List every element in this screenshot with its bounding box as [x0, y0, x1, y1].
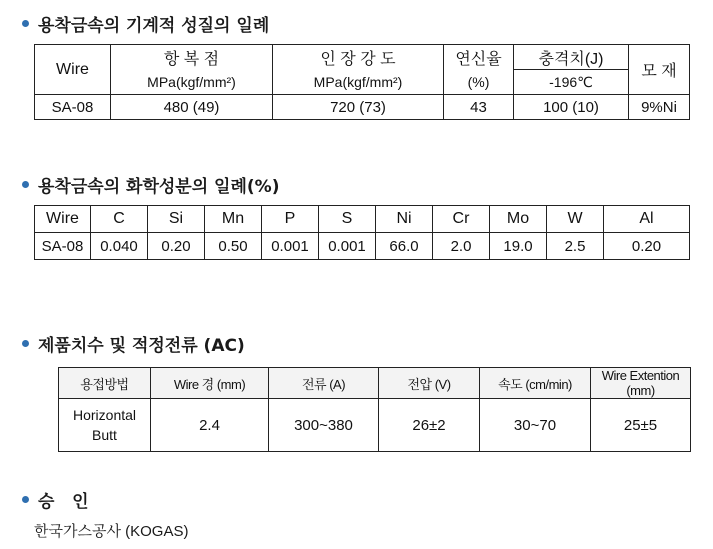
cell-current: 300~380: [269, 399, 379, 452]
table-row: [35, 95, 690, 120]
header-tensile: 인 장 강 도: [273, 45, 444, 70]
header-ni: Ni: [376, 206, 433, 233]
cell-impact: 100 (10): [514, 95, 629, 120]
section-title-dimensions: [22, 331, 245, 356]
cell-extension: 25±5: [591, 399, 691, 452]
section-title-approval: [22, 487, 89, 512]
section-title-chemical: [22, 172, 279, 197]
header-al: Al: [604, 206, 690, 233]
cell-wire: SA-08: [35, 233, 91, 260]
header-tensile-unit: MPa(kgf/mm²): [273, 70, 444, 95]
cell-si: 0.20: [148, 233, 205, 260]
table-row: [59, 399, 691, 452]
cell-w: 2.5: [547, 233, 604, 260]
cell-mn: 0.50: [205, 233, 262, 260]
header-voltage: 전압 (V): [379, 368, 480, 399]
section-title-text: 승 인: [38, 492, 89, 512]
cell-mo: 19.0: [490, 233, 547, 260]
header-mn: Mn: [205, 206, 262, 233]
cell-p: 0.001: [262, 233, 319, 260]
bullet-icon: [22, 496, 29, 503]
cell-c: 0.040: [91, 233, 148, 260]
table-row: [35, 233, 690, 260]
cell-al: 0.20: [604, 233, 690, 260]
header-w: W: [547, 206, 604, 233]
cell-wire: SA-08: [35, 95, 111, 120]
header-p: P: [262, 206, 319, 233]
header-elongation-unit: (%): [444, 70, 514, 95]
section-title-text: 제품치수 및 적정전류 (AC): [38, 336, 245, 356]
approver-text: 한국가스공사 (KOGAS): [34, 523, 189, 540]
cell-ni: 66.0: [376, 233, 433, 260]
cell-voltage: 26±2: [379, 399, 480, 452]
header-yield-unit: MPa(kgf/mm²): [111, 70, 273, 95]
header-base-metal: 모 재: [629, 45, 690, 95]
cell-speed: 30~70: [480, 399, 591, 452]
header-cr: Cr: [433, 206, 490, 233]
header-impact: 충격치(J): [514, 45, 629, 70]
header-process: 용접방법: [59, 368, 151, 399]
bullet-icon: [22, 181, 29, 188]
process-line-1: Horizontal: [72, 407, 137, 423]
header-si: Si: [148, 206, 205, 233]
mechanical-properties-table: [34, 44, 690, 120]
welding-conditions-table: [58, 367, 691, 452]
header-impact-unit: -196℃: [514, 70, 629, 95]
cell-tensile: 720 (73): [273, 95, 444, 120]
header-diameter: Wire 경 (mm): [151, 368, 269, 399]
header-wire: Wire: [35, 45, 111, 95]
cell-s: 0.001: [319, 233, 376, 260]
cell-yield: 480 (49): [111, 95, 273, 120]
chemical-composition-table: [34, 205, 690, 260]
bullet-icon: [22, 340, 29, 347]
header-extension: Wire Extention (mm): [591, 368, 691, 399]
header-mo: Mo: [490, 206, 547, 233]
header-current: 전류 (A): [269, 368, 379, 399]
header-elongation: 연신율: [444, 45, 514, 70]
section-title-text: 용착금속의 화학성분의 일례(%): [38, 177, 280, 197]
process-line-2: Butt: [92, 427, 117, 443]
cell-process: [59, 399, 151, 452]
section-title-mechanical: [22, 11, 269, 36]
cell-diameter: 2.4: [151, 399, 269, 452]
header-yield: 항 복 점: [111, 45, 273, 70]
header-s: S: [319, 206, 376, 233]
cell-base-metal: 9%Ni: [629, 95, 690, 120]
cell-elongation: 43: [444, 95, 514, 120]
header-wire: Wire: [35, 206, 91, 233]
section-title-text: 용착금속의 기계적 성질의 일례: [38, 16, 270, 36]
cell-cr: 2.0: [433, 233, 490, 260]
header-c: C: [91, 206, 148, 233]
bullet-icon: [22, 20, 29, 27]
header-speed: 속도 (cm/min): [480, 368, 591, 399]
